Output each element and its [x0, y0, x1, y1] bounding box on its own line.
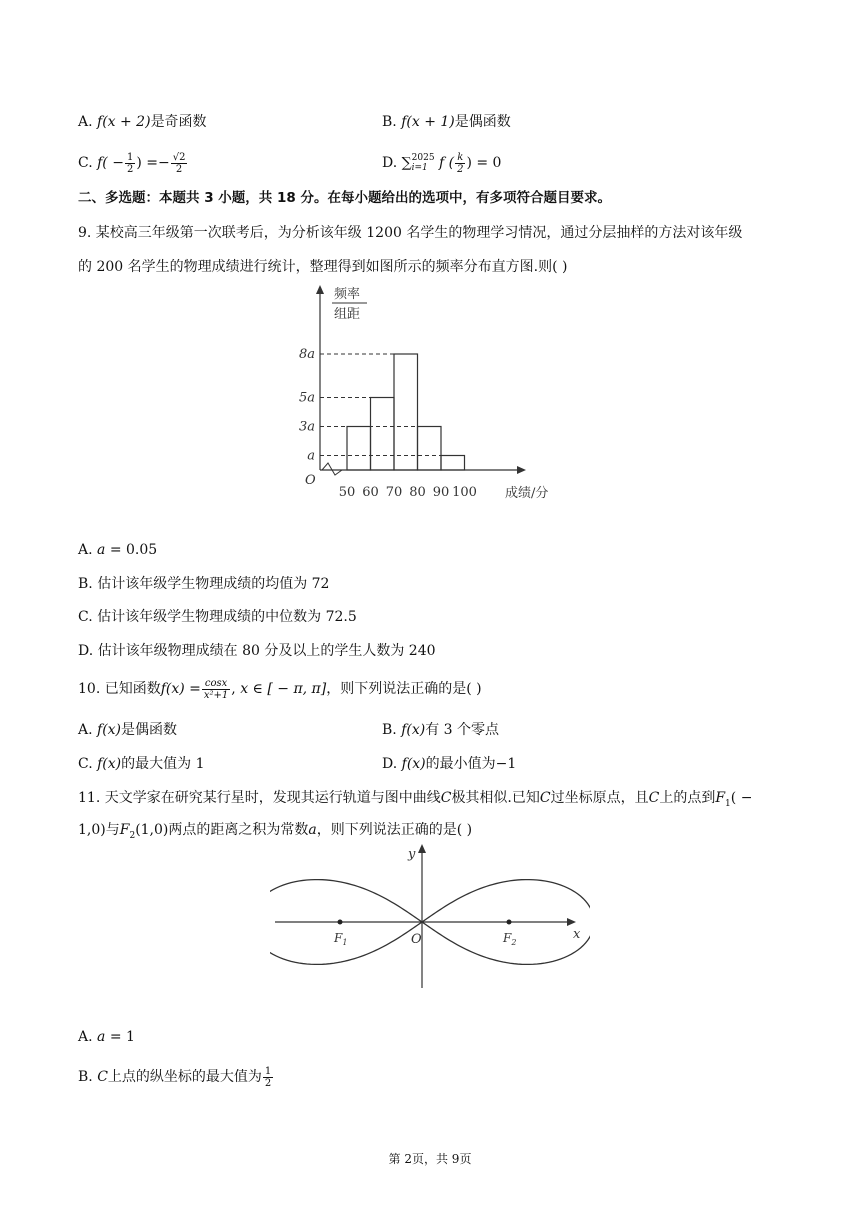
y-axis-arrow	[418, 844, 426, 853]
x-tick-label: 50	[338, 485, 356, 500]
y-axis-label: y	[408, 847, 416, 862]
origin-label: O	[305, 473, 316, 488]
x-tick-label: 100	[452, 485, 477, 500]
q11-stem-line1: 11. 天文学家在研究某行星时，发现其运行轨道与图中曲线C极其相似.已知C过坐标原点，且C上的点到$F_1$( −	[78, 790, 753, 809]
q10-option-c: C. f(x)的最大值为 1	[78, 756, 205, 772]
q11-option-b: B. C上点的纵坐标的最大值为 $\frac{1}{2}$	[78, 1065, 272, 1089]
y-label-numerator: 频率	[334, 287, 361, 302]
q10-stem: 10. 已知函数f(x) = $\frac{\cos x}{\text{x²+1}}$ , x ∈ [ − π, π]，则下列说法正确的是( )	[78, 677, 482, 701]
q9-option-c: C. 估计该年级学生物理成绩的中位数为 72.5	[78, 609, 357, 625]
x-axis-arrow	[567, 918, 576, 926]
x-tick-label: 70	[385, 485, 403, 500]
page-footer: 第 2页，共 9页	[388, 1152, 472, 1166]
q9-option-d: D. 估计该年级物理成绩在 80 分及以上的学生人数为 240	[78, 643, 436, 659]
option-prev-a: A. f(x + 2)是奇函数	[78, 114, 207, 130]
y-tick-label: 8a	[298, 347, 315, 362]
focus-f2-dot	[507, 920, 512, 925]
x-axis-arrow	[517, 466, 526, 474]
focus-f2-label: $F_2$	[503, 931, 517, 947]
x-tick-label: 60	[362, 485, 379, 500]
q10-option-a: A. f(x)是偶函数	[78, 722, 178, 738]
section-heading: 二、多选题：本题共 3 小题，共 18 分。在每小题给出的选项中，有多项符合题目要求。	[78, 190, 611, 206]
histogram-bar	[441, 456, 465, 471]
q11-option-a: A. a = 1	[78, 1029, 135, 1045]
q9-stem-line1: 9. 某校高三年级第一次联考后，为分析该年级 1200 名学生的物理学习情况，通过分层抽样的方法对该年级	[78, 225, 743, 241]
option-prev-c: C. f( − $\frac{1}{2}$ ) =− $\frac{√2}{2}$	[78, 151, 186, 175]
y-tick-label: 3a	[298, 419, 315, 435]
lemniscate-figure	[270, 840, 590, 995]
q9-stem-line2: 的 200 名学生的物理成绩进行统计，整理得到如图所示的频率分布直方图.则( )	[78, 259, 568, 275]
y-tick-label: a	[307, 448, 315, 464]
axis-break	[322, 463, 346, 475]
q9-option-a: A. a = 0.05	[78, 542, 158, 558]
y-tick-label: 5a	[298, 390, 315, 406]
q10-option-d: D. f(x)的最小值为−1	[382, 756, 517, 772]
x-tick-label: 90	[432, 485, 450, 500]
x-tick-label: 80	[409, 485, 426, 500]
origin-label: O	[411, 932, 422, 947]
focus-f1-dot	[338, 920, 343, 925]
q11-stem-line2: 1,0)与$F_2(1,0)$两点的距离之积为常数a，则下列说法正确的是( )	[78, 822, 473, 841]
y-label-denominator: 组距	[334, 307, 361, 322]
histogram-bar	[394, 354, 418, 470]
q10-option-b: B. f(x)有 3 个零点	[382, 722, 500, 738]
x-axis-label: x	[573, 927, 581, 942]
histogram-bar	[371, 398, 395, 471]
q9-option-b: B. 估计该年级学生物理成绩的均值为 72	[78, 576, 330, 592]
option-prev-b: B. f(x + 1)是偶函数	[382, 114, 511, 130]
frequency-histogram	[290, 280, 600, 510]
histogram-bar	[347, 427, 371, 471]
y-axis-arrow	[316, 285, 324, 294]
histogram-bar	[418, 427, 442, 471]
x-label: 成绩/分	[505, 486, 549, 501]
focus-f1-label: $F_1$	[334, 931, 348, 947]
option-prev-d: D. ∑ 2025 i=1 f ( $\frac{k}{2}$ ) = 0	[382, 151, 502, 175]
